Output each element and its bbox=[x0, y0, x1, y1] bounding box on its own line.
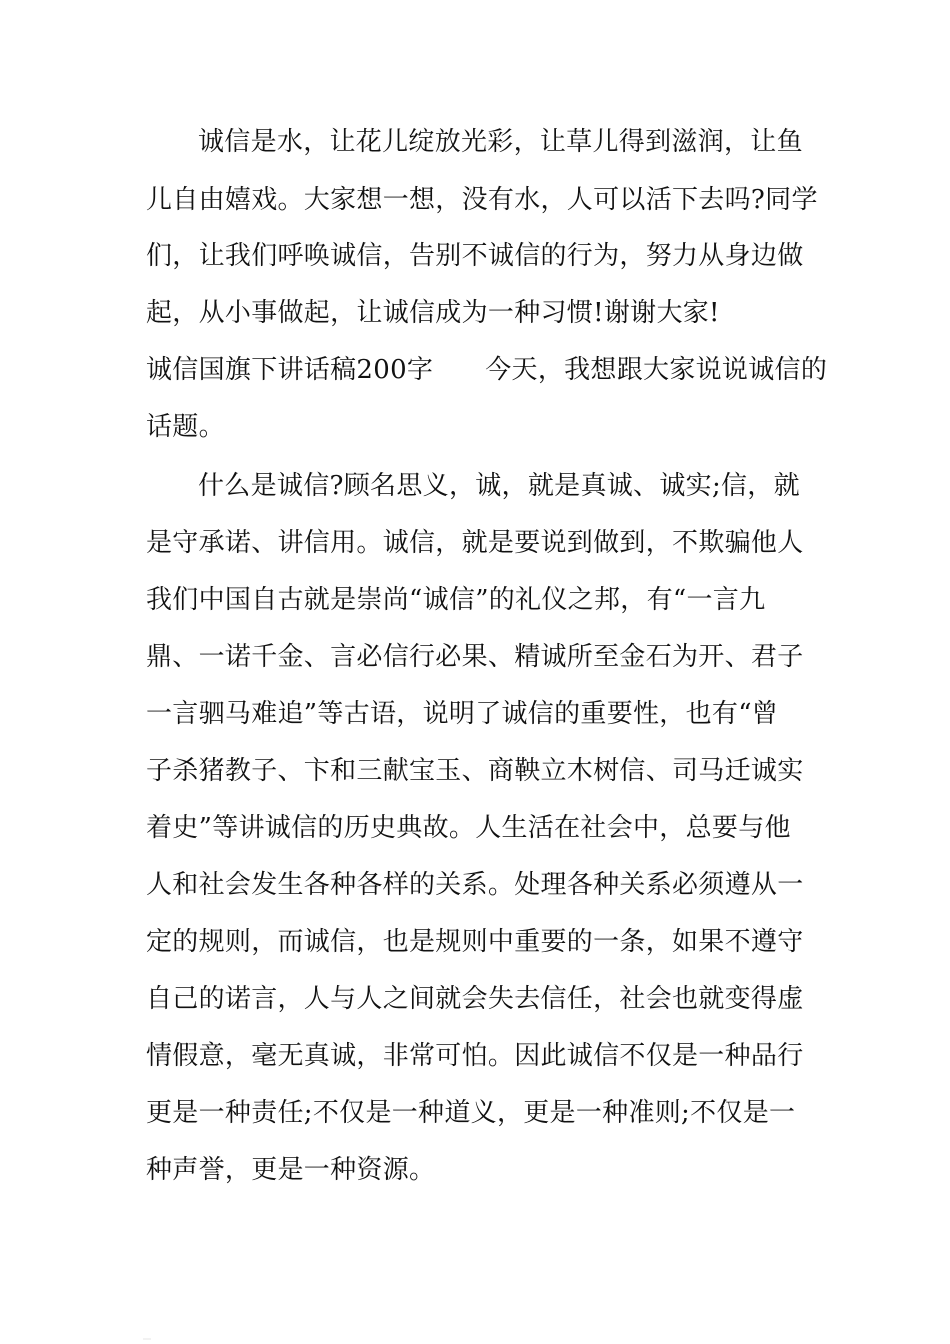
speech-lead: 今天，我想跟大家说说诚信的 bbox=[485, 355, 828, 385]
paragraph-1-line-2: 儿自由嬉戏。大家想一想，没有水，人可以活下去吗?同学 bbox=[146, 185, 818, 215]
speech-title: 诚信国旗下讲话稿200字 bbox=[146, 355, 434, 385]
paragraph-1-line-1: 诚信是水，让花儿绽放光彩，让草儿得到滋润，让鱼 bbox=[198, 127, 803, 157]
paragraph-2-line-2: 是守承诺、讲信用。诚信，就是要说到做到，不欺骗他人 bbox=[146, 528, 804, 558]
page-edge-mark bbox=[143, 1338, 151, 1340]
paragraph-2-line-8: 人和社会发生各种各样的关系。处理各种关系必须遵从一 bbox=[146, 870, 804, 900]
paragraph-1-line-4: 起，从小事做起，让诚信成为一种习惯!谢谢大家! bbox=[146, 298, 720, 328]
paragraph-1-line-3: 们，让我们呼唤诚信，告别不诚信的行为，努力从身边做 bbox=[146, 241, 804, 271]
paragraph-2-line-12: 更是一种责任;不仅是一种道义，更是一种准则;不仅是一 bbox=[146, 1098, 796, 1128]
paragraph-2-line-7: 着史”等讲诚信的历史典故。人生活在社会中，总要与他 bbox=[146, 813, 791, 843]
paragraph-2-line-1: 什么是诚信?顾名思义，诚，就是真诚、诚实;信，就 bbox=[198, 471, 800, 501]
heading-line bbox=[146, 354, 828, 386]
paragraph-2-line-3: 我们中国自古就是崇尚“诚信”的礼仪之邦，有“一言九 bbox=[146, 585, 766, 615]
paragraph-2-line-6: 子杀猪教子、卞和三献宝玉、商鞅立木树信、司马迁诚实 bbox=[146, 756, 804, 786]
paragraph-2-line-11: 情假意，毫无真诚，非常可怕。因此诚信不仅是一种品行 bbox=[146, 1041, 804, 1071]
paragraph-2-line-10: 自己的诺言，人与人之间就会失去信任，社会也就变得虚 bbox=[146, 984, 804, 1014]
paragraph-2-line-13: 种声誉，更是一种资源。 bbox=[146, 1155, 436, 1185]
paragraph-2-line-4: 鼎、一诺千金、言必信行必果、精诚所至金石为开、君子 bbox=[146, 642, 804, 672]
heading-continuation: 话题。 bbox=[146, 412, 225, 442]
paragraph-2-line-5: 一言驷马难追”等古语，说明了诚信的重要性，也有“曾 bbox=[146, 699, 779, 729]
paragraph-2-line-9: 定的规则，而诚信，也是规则中重要的一条，如果不遵守 bbox=[146, 927, 804, 957]
